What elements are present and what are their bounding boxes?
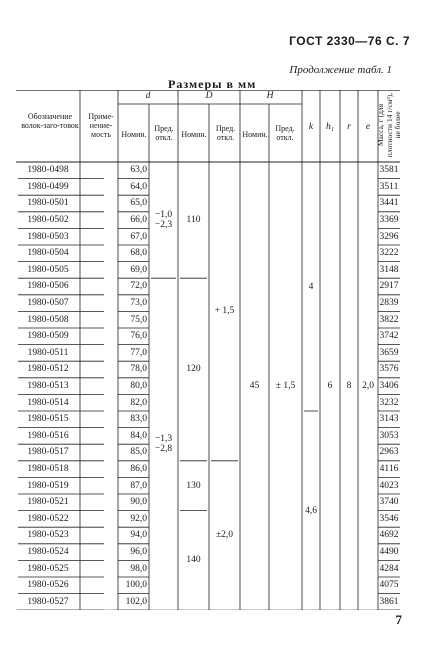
- row-mass: 3232: [379, 397, 399, 408]
- row-mass: 3659: [379, 347, 399, 358]
- row-designation: 1980-0513: [27, 381, 69, 392]
- row-designation: 1980-0511: [27, 347, 69, 358]
- group-D-nom: 120: [186, 364, 201, 375]
- col-d-header: d: [145, 91, 151, 101]
- row-d-nominal: 64,0: [130, 181, 147, 192]
- standard-header: ГОСТ 2330—76 С. 7: [289, 34, 410, 48]
- row-mass: 4490: [379, 547, 399, 558]
- row-mass: 4692: [379, 530, 399, 541]
- row-designation: 1980-0507: [27, 298, 69, 309]
- row-d-nominal: 83,0: [130, 414, 147, 425]
- row-mass: 3740: [379, 497, 399, 508]
- group-D-nom: 140: [186, 555, 201, 566]
- row-d-nominal: 65,0: [130, 198, 147, 209]
- col-d-nominal-header: Номин.: [121, 130, 147, 139]
- row-d-nominal: 87,0: [130, 480, 147, 491]
- row-designation: 1980-0508: [27, 314, 69, 325]
- row-d-nominal: 96,0: [130, 547, 147, 558]
- col-designation-header: Обозначение волок-заго-товок: [21, 112, 79, 130]
- row-d-nominal: 73,0: [130, 298, 147, 309]
- row-d-nominal: 90,0: [130, 497, 147, 508]
- row-designation: 1980-0512: [27, 364, 69, 375]
- row-mass: 3369: [379, 215, 399, 226]
- row-d-nominal: 77,0: [130, 347, 147, 358]
- row-designation: 1980-0515: [27, 414, 69, 425]
- row-designation: 1980-0502: [27, 215, 69, 226]
- col-D-nominal-header: Номин.: [181, 130, 207, 139]
- row-d-nominal: 86,0: [130, 464, 147, 475]
- row-mass: 4075: [379, 580, 399, 591]
- row-designation: 1980-0523: [27, 530, 69, 541]
- row-mass: 3406: [379, 381, 399, 392]
- row-designation: 1980-0506: [27, 281, 69, 292]
- row-d-nominal: 94,0: [130, 530, 147, 541]
- row-mass: 3511: [379, 181, 399, 192]
- row-mass: 3581: [379, 165, 399, 176]
- row-designation: 1980-0519: [27, 480, 69, 491]
- row-mass: 3222: [379, 248, 399, 259]
- row-designation: 1980-0504: [27, 248, 69, 259]
- row-mass: 4116: [379, 464, 399, 475]
- row-designation: 1980-0498: [27, 165, 69, 176]
- col-D-header: D: [205, 91, 213, 101]
- col-H-nominal-header: Номин.: [242, 130, 268, 139]
- row-d-nominal: 66,0: [130, 215, 147, 226]
- row-designation: 1980-0521: [27, 497, 69, 508]
- col-e-header: e: [365, 122, 371, 132]
- col-d-tolerance-header: Пред. откл.: [154, 124, 174, 142]
- row-d-nominal: 80,0: [130, 381, 147, 392]
- row-mass: 4284: [379, 563, 399, 574]
- group-D-nom: 110: [186, 215, 201, 226]
- row-designation: 1980-0517: [27, 447, 69, 458]
- row-designation: 1980-0522: [27, 513, 69, 524]
- row-mass: 3822: [379, 314, 399, 325]
- table-title: Размеры в мм: [168, 77, 257, 91]
- group-d-tol: −1,3 −2,8: [154, 434, 173, 455]
- row-mass: 3576: [379, 364, 399, 375]
- row-d-nominal: 92,0: [130, 513, 147, 524]
- group-D-tol: + 1,5: [214, 306, 235, 317]
- row-mass: 3296: [379, 231, 399, 242]
- group-H-nom: 45: [249, 381, 260, 392]
- row-mass: 3861: [379, 596, 399, 607]
- row-designation: 1980-0514: [27, 397, 69, 408]
- row-mass: 3148: [379, 264, 399, 275]
- group-k: 4,6: [305, 505, 317, 516]
- col-r-header: r: [347, 122, 351, 132]
- row-mass: 3742: [379, 331, 399, 342]
- group-k: 4: [308, 281, 314, 292]
- row-mass: 4023: [379, 480, 399, 491]
- col-H-tolerance-header: Пред. откл.: [275, 124, 295, 142]
- row-mass: 3053: [379, 430, 399, 441]
- row-d-nominal: 85,0: [130, 447, 147, 458]
- group-r: 8: [346, 381, 352, 392]
- row-designation: 1980-0525: [27, 563, 69, 574]
- row-d-nominal: 75,0: [130, 314, 147, 325]
- row-mass: 2839: [379, 298, 399, 309]
- col-D-tolerance-header: Пред. откл.: [215, 124, 236, 142]
- row-d-nominal: 76,0: [130, 331, 147, 342]
- group-h1: 6: [327, 381, 333, 392]
- table-continuation-label: Продолжение табл. 1: [289, 64, 392, 76]
- col-application-header: Приме-нение-мость: [88, 112, 114, 139]
- page-number: 7: [395, 612, 402, 627]
- group-D-tol: ±2,0: [215, 530, 234, 541]
- row-d-nominal: 69,0: [130, 264, 147, 275]
- row-d-nominal: 100,0: [125, 580, 147, 591]
- row-d-nominal: 82,0: [130, 397, 147, 408]
- row-d-nominal: 67,0: [130, 231, 147, 242]
- row-d-nominal: 63,0: [130, 165, 147, 176]
- col-H-header: H: [266, 91, 274, 101]
- row-designation: 1980-0518: [27, 464, 69, 475]
- row-d-nominal: 84,0: [130, 430, 147, 441]
- row-d-nominal: 72,0: [130, 281, 147, 292]
- col-k-header: k: [308, 122, 314, 132]
- row-designation: 1980-0526: [27, 580, 69, 591]
- row-designation: 1980-0503: [27, 231, 69, 242]
- col-mass-header: Масса, г (для плотности 14 г/см³), не более: [376, 92, 402, 158]
- group-d-tol: −1,0 −2,3: [154, 210, 173, 231]
- row-designation: 1980-0501: [27, 198, 69, 209]
- group-e: 2,0: [362, 381, 374, 392]
- row-designation: 1980-0524: [27, 547, 69, 558]
- col-h1-header: h₁: [325, 122, 335, 132]
- row-designation: 1980-0516: [27, 430, 69, 441]
- row-designation: 1980-0505: [27, 264, 69, 275]
- row-mass: 2963: [379, 447, 399, 458]
- row-mass: 3546: [379, 513, 399, 524]
- dimension-table: [16, 90, 400, 610]
- row-mass: 3441: [379, 198, 399, 209]
- row-mass: 2917: [379, 281, 399, 292]
- row-designation: 1980-0509: [27, 331, 69, 342]
- group-D-nom: 130: [186, 480, 201, 491]
- row-d-nominal: 78,0: [130, 364, 147, 375]
- row-designation: 1980-0527: [27, 596, 69, 607]
- group-H-tol: ± 1,5: [275, 381, 296, 392]
- row-d-nominal: 102,0: [125, 596, 147, 607]
- row-d-nominal: 68,0: [130, 248, 147, 259]
- row-d-nominal: 98,0: [130, 563, 147, 574]
- row-designation: 1980-0499: [27, 181, 69, 192]
- row-mass: 3143: [379, 414, 399, 425]
